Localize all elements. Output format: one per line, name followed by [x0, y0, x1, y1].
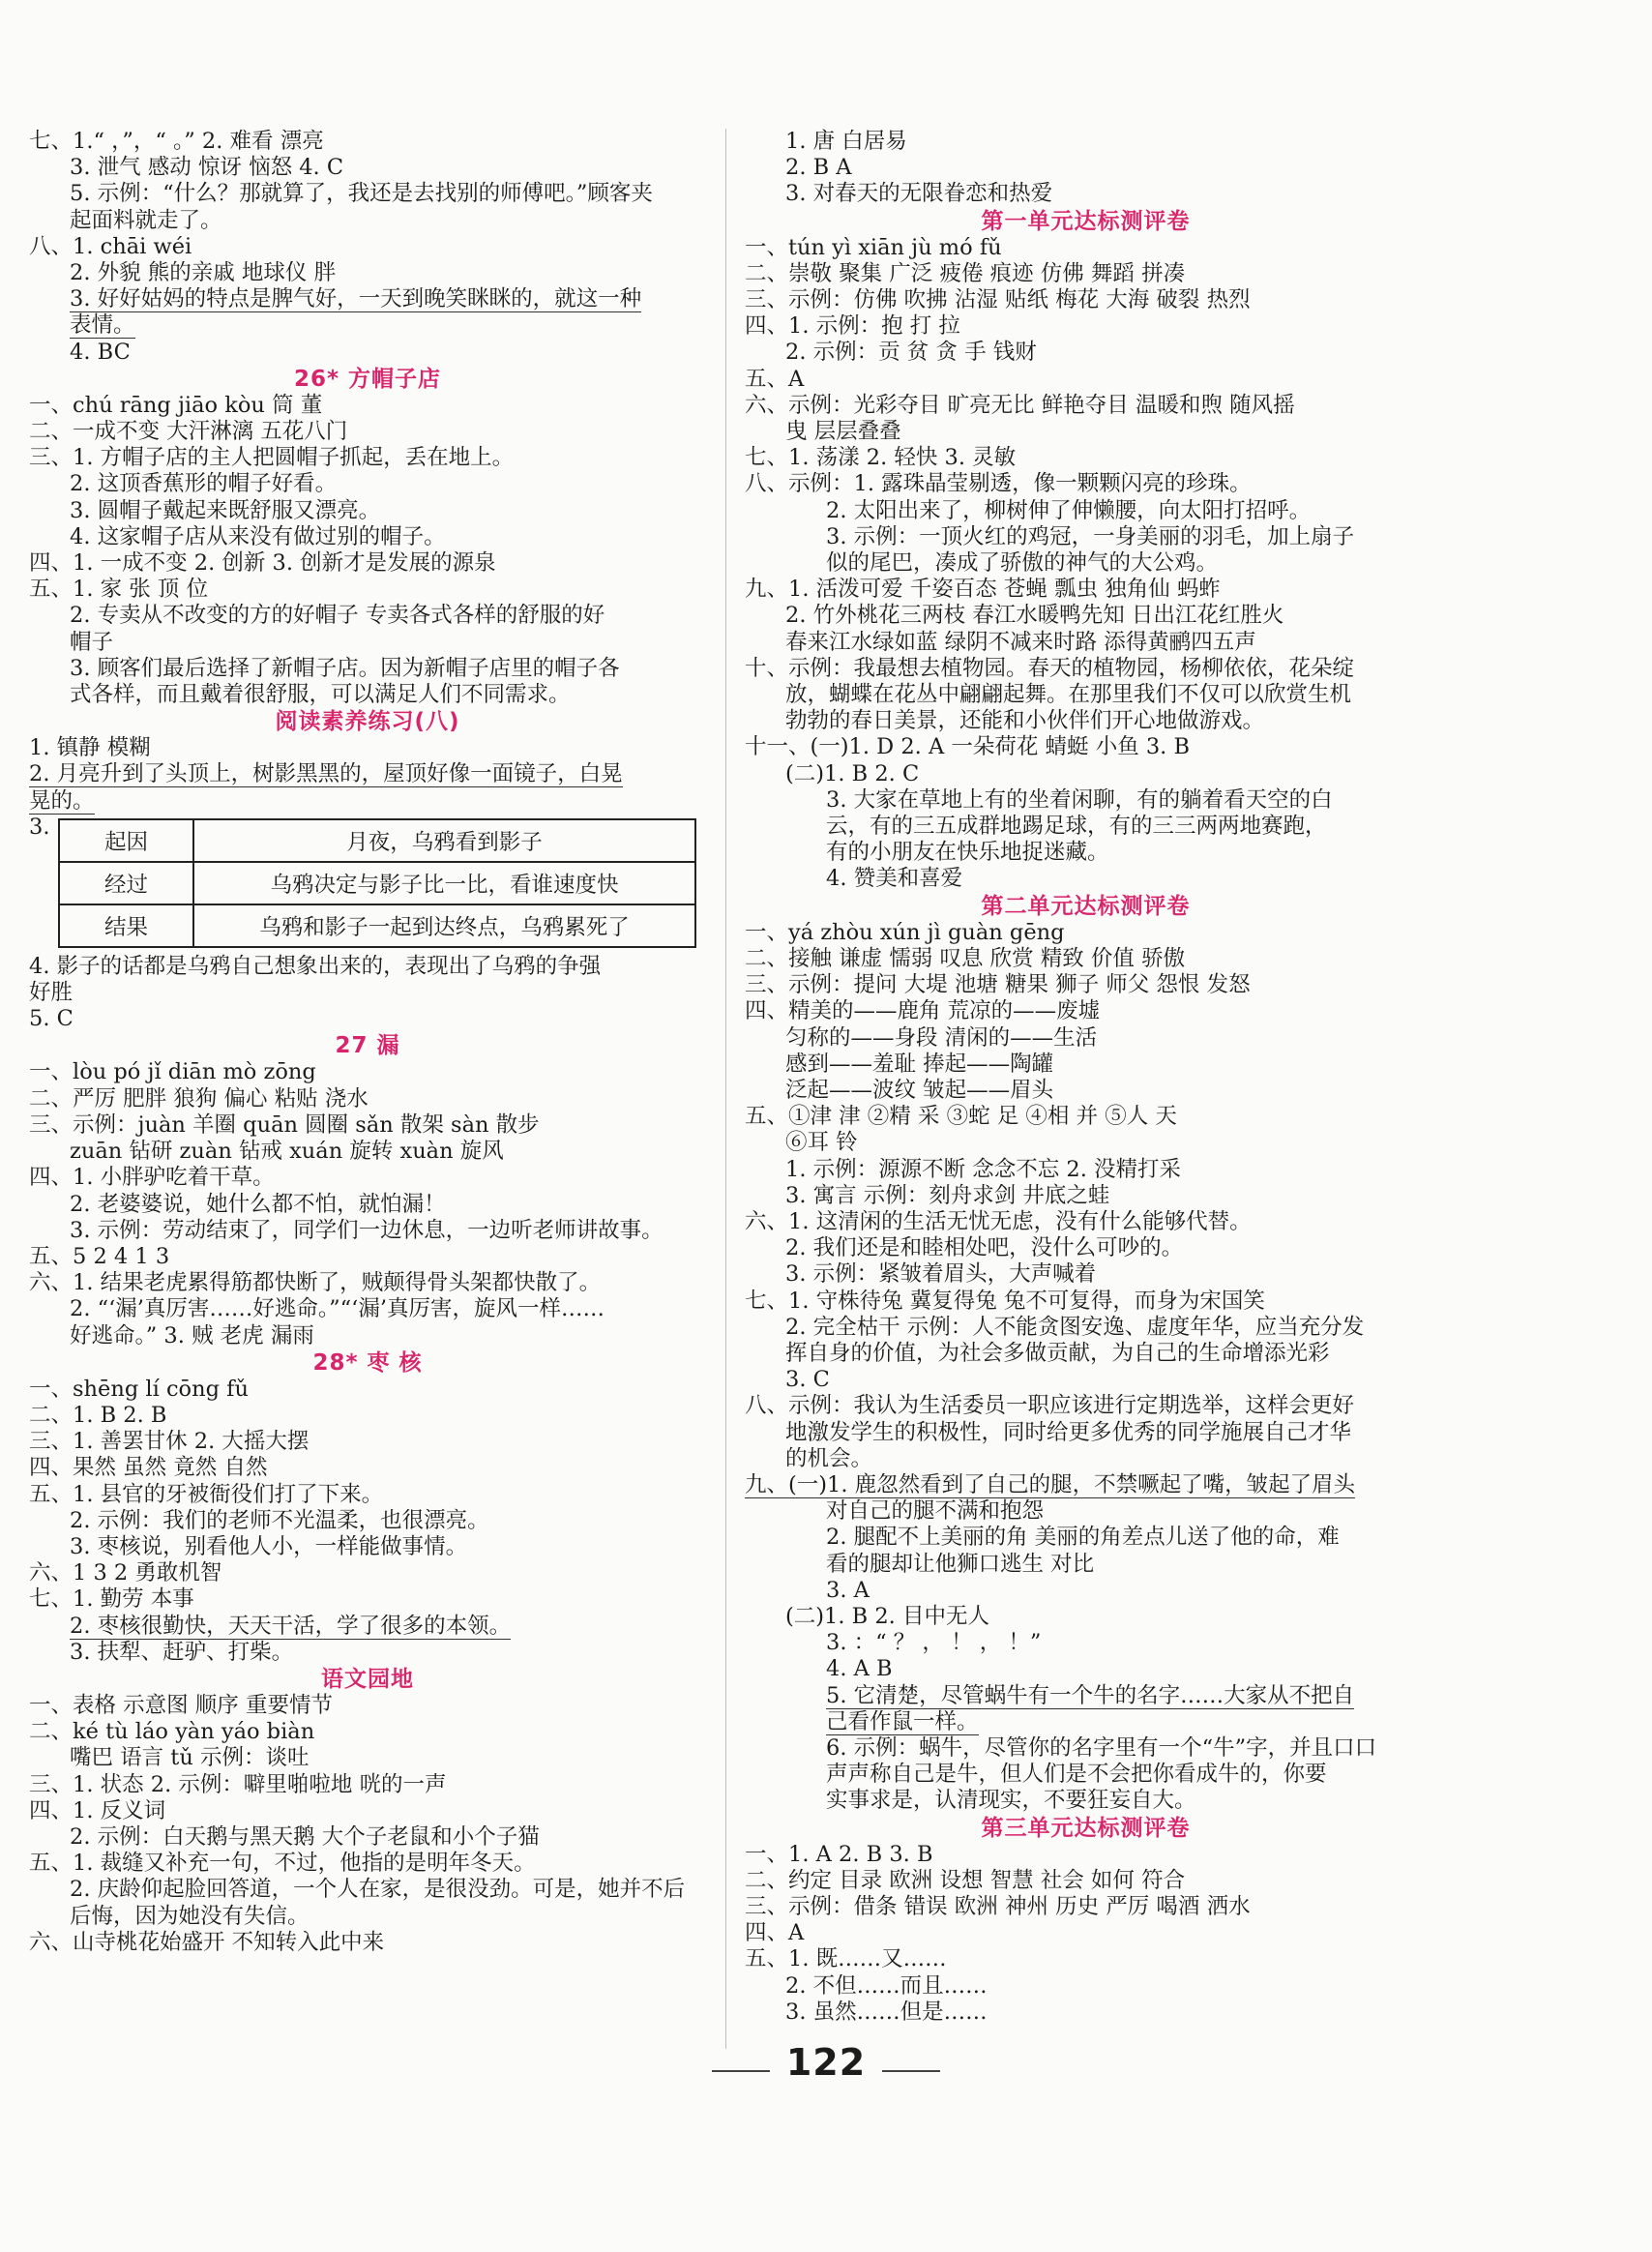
answer-line [29, 1112, 706, 1139]
answer-line [29, 980, 706, 1006]
answer-text: 一、lòu pó jǐ diān mò zōng [29, 1059, 316, 1085]
answer-text: 五、1. 家 张 顶 位 [29, 577, 209, 603]
answer-text: 1. 镇静 模糊 [29, 735, 151, 761]
answer-line [29, 471, 706, 497]
answer-line [745, 340, 1427, 366]
answer-text: 2. 外貌 熊的亲戚 地球仪 胖 [70, 260, 337, 286]
answer-text: 3. A [826, 1577, 870, 1603]
answer-line [745, 630, 1427, 656]
answer-text: 六、1 3 2 勇敢机智 [29, 1560, 222, 1586]
answer-line [29, 1192, 706, 1218]
answer-line [745, 1552, 1427, 1578]
answer-text: 2. 完全枯干 示例：人不能贪图安逸、虚度年华，应当充分发 [785, 1314, 1365, 1340]
answer-line [29, 1693, 706, 1719]
answer-line [745, 866, 1427, 892]
answer-line [29, 1824, 706, 1851]
answer-text: 2. 庆龄仰起脸回答道，一个人在家，是很没劲。可是，她并不后 [70, 1877, 686, 1903]
answer-text: 似的尾巴，凑成了骄傲的神气的大公鸡。 [826, 550, 1219, 577]
answer-text: 八、1. chāi wéi [29, 233, 192, 259]
answer-line [745, 287, 1427, 313]
answer-text: 十、示例：我最想去植物园。春天的植物园，杨柳依依，花朵绽 [745, 655, 1355, 681]
answer-line [745, 1209, 1427, 1235]
answer-line [745, 1498, 1427, 1525]
answer-line [745, 1446, 1427, 1472]
answer-line [745, 1525, 1427, 1551]
answer-text: 表情。 [70, 312, 135, 339]
answer-text: 3. 扶犁、赶驴、打柴。 [70, 1639, 294, 1665]
answer-text: 好胜 [29, 980, 74, 1006]
section-title: 第二单元达标测评卷 [981, 893, 1191, 919]
section-title: 28* 枣 核 [312, 1349, 423, 1376]
answer-text: 春来江水绿如蓝 绿阴不减来时路 添得黄鹂四五声 [785, 629, 1256, 655]
answer-text: 二、接触 谦虚 懦弱 叹息 欣赏 精致 价值 骄傲 [745, 945, 1186, 971]
answer-text: 五、5 2 4 1 3 [29, 1243, 170, 1269]
answer-line [29, 1877, 706, 1903]
answer-line [29, 1534, 706, 1560]
answer-text: (二)1. B 2. C [785, 760, 920, 786]
table-row-value: 月夜，乌鸦看到影子 [193, 819, 695, 862]
table-row-value: 乌鸦和影子一起到达终点，乌鸦累死了 [193, 904, 695, 947]
answer-text: 四、A [745, 1920, 805, 1946]
answer-text: 二、约定 目录 欧洲 设想 智慧 社会 如何 符合 [745, 1867, 1186, 1893]
answer-text: 二、崇敬 聚集 广泛 疲倦 痕迹 仿佛 舞蹈 拼凑 [745, 260, 1186, 286]
answer-text: 嘴巴 语言 tǔ 示例：谈吐 [70, 1745, 310, 1771]
answer-text: 4. BC [70, 339, 131, 365]
answer-text: 2. 我们还是和睦相处吧，没什么可吵的。 [785, 1235, 1184, 1261]
right-answer-column [745, 129, 1427, 2026]
answer-line [745, 1315, 1427, 1341]
answer-text: 五、1. 县官的牙被衙役们打了下来。 [29, 1481, 384, 1507]
answer-text: 1. 唐 白居易 [785, 129, 907, 154]
answer-line [745, 1762, 1427, 1788]
answer-text: 三、1. 方帽子店的主人把圆帽子抓起，丢在地上。 [29, 445, 515, 471]
answer-text: 曳 层层叠叠 [785, 419, 901, 445]
answer-text: 九、1. 活泼可爱 千姿百态 苍蝇 瓢虫 独角仙 蚂蚱 [745, 577, 1221, 603]
answer-text: 5. 示例：“什么？那就算了，我还是去找别的师傅吧。”顾客夹 [70, 181, 653, 207]
answer-line [29, 419, 706, 445]
answer-text: 一、yá zhòu xún jì guàn gēng [745, 919, 1065, 945]
answer-line [745, 1341, 1427, 1367]
answer-text: 3. 对春天的无限眷恋和热爱 [785, 181, 1053, 207]
answer-line [29, 1403, 706, 1429]
table-row-label: 结果 [59, 904, 193, 947]
answer-line [29, 1904, 706, 1930]
answer-line [745, 1261, 1427, 1288]
answer-text: 四、1. 反义词 [29, 1797, 166, 1823]
answer-text: 好逃命。” 3. 贼 老虎 漏雨 [70, 1322, 314, 1348]
answer-line [745, 761, 1427, 787]
answer-line [29, 393, 706, 419]
answer-text: 帽子 [70, 629, 114, 655]
answer-line [745, 1656, 1427, 1682]
answer-text: 四、1. 示例：抱 打 拉 [745, 313, 960, 340]
answer-text: 六、示例：光彩夺目 旷亮无比 鲜艳夺目 温暖和煦 随风摇 [745, 392, 1295, 418]
answer-line [29, 1244, 706, 1270]
answer-text: 七、1. 守株待兔 冀复得兔 兔不可复得，而身为宋国笑 [745, 1288, 1265, 1314]
answer-text: 放，蝴蝶在花丛中翩翩起舞。在那里我们不仅可以欣赏生机 [785, 682, 1352, 708]
answer-text: 挥自身的价值，为社会多做贡献，为自己的生命增添光彩 [785, 1340, 1330, 1366]
answer-line [745, 972, 1427, 998]
answer-line [29, 1614, 706, 1640]
answer-text: zuān 钻研 zuàn 钻戒 xuán 旋转 xuàn 旋风 [70, 1139, 504, 1165]
answer-line [745, 1920, 1427, 1946]
answer-text: 3. 示例：一顶火红的鸡冠，一身美丽的羽毛，加上扇子 [826, 523, 1355, 549]
answer-line [29, 550, 706, 577]
answer-line [29, 1429, 706, 1455]
answer-text: 3. 大家在草地上有的坐着闲聊，有的躺着看天空的白 [826, 786, 1333, 813]
answer-line [29, 1508, 706, 1534]
answer-line [745, 840, 1427, 866]
answer-text: 4. 赞美和喜爱 [826, 866, 963, 892]
answer-line [29, 524, 706, 550]
answer-line [745, 1683, 1427, 1709]
answer-text: 七、1. 勤劳 本事 [29, 1586, 194, 1613]
story-structure-block: 3. 起因 月夜，乌鸦看到影子 经过 乌鸦决定与影子比一比，看谁速度快 结果 乌鸦和影子一起到达终点，乌鸦累死了 [29, 815, 706, 948]
answer-line [745, 1946, 1427, 1972]
answer-text: 2. 示例：我们的老师不光温柔，也很漂亮。 [70, 1507, 489, 1533]
answer-line [745, 1472, 1427, 1498]
answer-text: 四、果然 虽然 竟然 自然 [29, 1455, 268, 1481]
answer-line [29, 1139, 706, 1165]
answer-line [29, 954, 706, 980]
answer-text: 起面料就走了。 [70, 207, 222, 233]
answer-line [29, 656, 706, 682]
answer-line [745, 1393, 1427, 1419]
table-row [59, 904, 695, 947]
answer-text: 2. 竹外桃花三两枝 春江水暖鸭先知 日出江花红胜火 [785, 603, 1284, 629]
answer-line [745, 1842, 1427, 1868]
page-number: 122 [785, 2041, 867, 2084]
answer-text: 一、shēng lí cōng fǔ [29, 1376, 249, 1402]
answer-line [745, 445, 1427, 471]
story-structure-table [58, 818, 696, 948]
answer-line [745, 498, 1427, 524]
answer-line [745, 1578, 1427, 1604]
answer-text: 2. 不但……而且…… [785, 1972, 988, 1999]
answer-line [745, 1130, 1427, 1156]
section-title: 第三单元达标测评卷 [981, 1815, 1191, 1841]
answer-text: 2. 老婆婆说，她什么都不怕，就怕漏！ [70, 1191, 446, 1217]
answer-text: 4. A B [826, 1656, 893, 1682]
answer-text: 3. 枣核说，别看他人小，一样能做事情。 [70, 1533, 468, 1559]
answer-text: 一、表格 示意图 顺序 重要情节 [29, 1692, 333, 1718]
answer-line [745, 1235, 1427, 1261]
answer-text: 三、示例：仿佛 吹拂 沾湿 贴纸 梅花 大海 破裂 热烈 [745, 287, 1251, 313]
answer-line [29, 1482, 706, 1508]
table-row-value: 乌鸦决定与影子比一比，看谁速度快 [193, 862, 695, 904]
answer-text: 2. 专卖从不改变的方的好帽子 专卖各式各样的舒服的好 [70, 603, 605, 629]
answer-line [29, 1851, 706, 1877]
answer-line [745, 550, 1427, 577]
answer-text: 感到——羞耻 捧起——陶罐 [785, 1051, 1054, 1077]
answer-line [745, 1052, 1427, 1078]
answer-line [745, 1289, 1427, 1315]
answer-text: 四、1. 小胖驴吃着干草。 [29, 1165, 275, 1191]
section-title: 阅读素养练习(八) [275, 709, 460, 735]
answer-text: 三、示例：借条 错误 欧洲 神州 历史 严厉 喝酒 洒水 [745, 1894, 1251, 1919]
answer-line [29, 1377, 706, 1403]
answer-line [745, 1604, 1427, 1630]
answer-text: 地激发学生的积极性，同时给更多优秀的同学施展自己才华 [785, 1419, 1352, 1445]
answer-line [745, 2000, 1427, 2026]
answer-text: 一、tún yì xiān jù mó fǔ [745, 234, 1002, 260]
answer-line [29, 155, 706, 181]
answer-line [745, 577, 1427, 603]
answer-text: 2. 示例：白天鹅与黑天鹅 大个子老鼠和小个子猫 [70, 1823, 540, 1850]
answer-line [745, 261, 1427, 287]
section-title: 26* 方帽子店 [293, 366, 442, 392]
answer-text: 看的腿却让他狮口逃生 对比 [826, 1551, 1095, 1577]
answer-line [745, 471, 1427, 497]
answer-text: 二、ké tù láo yàn yáo biàn [29, 1719, 315, 1745]
answer-text: 三、示例：juàn 羊圈 quān 圆圈 sǎn 散架 sàn 散步 [29, 1111, 540, 1138]
answer-text: 泛起——波纹 皱起——眉头 [785, 1077, 1054, 1103]
answer-line [29, 234, 706, 260]
answer-text: 式各样，而且戴着很舒服，可以满足人们不同需求。 [70, 682, 571, 708]
answer-text: 2. 月亮升到了头顶上，树影黑黑的，屋顶好像一面镜子，白晃 [29, 761, 623, 787]
table-row-label: 经过 [59, 862, 193, 904]
answer-text: 1. 示例：源源不断 念念不忘 2. 没精打采 [785, 1156, 1182, 1182]
answer-text: 3. 圆帽子戴起来既舒服又漂亮。 [70, 497, 381, 523]
answer-line [745, 419, 1427, 445]
answer-text: 3. 好好姑妈的特点是脾气好，一天到晚笑眯眯的，就这一种 [70, 286, 642, 312]
answer-line [29, 1218, 706, 1244]
answer-line [29, 1719, 706, 1745]
answer-text: 二、1. B 2. B [29, 1402, 167, 1428]
answer-line [745, 1735, 1427, 1762]
answer-text: 六、山寺桃花始盛开 不知转入此中来 [29, 1929, 385, 1955]
answer-line [29, 788, 706, 815]
answer-line [745, 787, 1427, 814]
section-title: 语文园地 [321, 1666, 414, 1692]
answer-text: 云，有的三五成群地踢足球，有的三三两两地赛跑， [826, 814, 1327, 840]
answer-text: 3. ：“ ？ ， ！ ， ！” [826, 1630, 1042, 1656]
answer-text: 五、①津 津 ②精 采 ③蛇 足 ④相 并 ⑤人 天 [745, 1104, 1177, 1130]
answer-line [29, 1059, 706, 1085]
answer-text: 匀称的——身段 清闲的——生活 [785, 1024, 1098, 1051]
answer-line [745, 1973, 1427, 2000]
answer-text: 3. 虽然……但是…… [785, 1999, 988, 2025]
answer-line [29, 129, 706, 155]
answer-line [29, 181, 706, 207]
answer-text: ⑥耳 铃 [785, 1130, 858, 1156]
answer-line [745, 1788, 1427, 1814]
answer-line [745, 656, 1427, 682]
answer-line [29, 1323, 706, 1349]
answer-text: 2. “‘漏’真厉害……好逃命。”“‘漏’真厉害，旋风一样…… [70, 1296, 605, 1322]
answer-text: 七、1.“ ，”，“ 。” 2. 难看 漂亮 [29, 129, 324, 154]
answer-text: 九、(一)1. 鹿忽然看到了自己的腿，不禁噘起了嘴，皱起了眉头 [745, 1471, 1356, 1497]
answer-text: 二、严厉 肥胖 狼狗 偏心 粘贴 浇水 [29, 1085, 369, 1111]
answer-line [745, 1183, 1427, 1209]
answer-line [29, 1798, 706, 1824]
answer-text: 6. 示例：蜗牛，尽管你的名字里有一个“牛”字，并且口口 [826, 1734, 1377, 1761]
table-row [59, 819, 695, 862]
answer-text: 六、1. 结果老虎累得筋都快断了，贼颠得骨头架都快散了。 [29, 1270, 602, 1296]
answer-text: 3. C [785, 1367, 830, 1393]
answer-text: 一、chú rāng jiāo kòu 筒 董 [29, 392, 323, 418]
answer-line [745, 603, 1427, 629]
answer-text: 有的小朋友在快乐地捉迷藏。 [826, 840, 1109, 866]
answer-text: 3. 顾客们最后选择了新帽子店。因为新帽子店里的帽子各 [70, 655, 620, 681]
answer-line [29, 1086, 706, 1112]
answer-line [29, 1930, 706, 1956]
table-row-label: 起因 [59, 819, 193, 862]
answer-text: 五、1. 既……又…… [745, 1946, 947, 1972]
answer-line [29, 735, 706, 761]
answer-text: 4. 这家帽子店从来没有做过别的帽子。 [70, 523, 446, 549]
answer-text: 3. 泄气 感动 惊讶 恼怒 4. C [70, 155, 344, 181]
table-row [59, 862, 695, 904]
footer-dash-left [712, 2070, 770, 2072]
answer-line [29, 1772, 706, 1798]
answer-line [745, 393, 1427, 419]
answer-text: (二)1. B 2. 目中无人 [785, 1603, 989, 1629]
answer-text: 实事求是，认清现实，不要狂妄自大。 [826, 1788, 1196, 1814]
page-footer [0, 2041, 1652, 2084]
answer-line [745, 1104, 1427, 1130]
answer-line [29, 1586, 706, 1613]
answer-text: 五、1. 裁缝又补充一句，不过，他指的是明年冬天。 [29, 1851, 536, 1877]
answer-line [29, 208, 706, 234]
section-title: 第一单元达标测评卷 [981, 208, 1191, 234]
answer-line [29, 340, 706, 366]
answer-line [745, 1367, 1427, 1393]
answer-line [745, 1078, 1427, 1104]
answer-text: 3. 示例：紧皱着眉头，大声喊着 [785, 1261, 1097, 1288]
answer-line [745, 181, 1427, 207]
answer-line [745, 155, 1427, 181]
answer-text: 2. B A [785, 155, 852, 181]
answer-line [29, 1745, 706, 1771]
answer-line [29, 1455, 706, 1481]
answer-text: 声声称自己是牛，但人们是不会把你看成牛的，你要 [826, 1762, 1327, 1788]
answer-line [745, 1868, 1427, 1894]
answer-text: 对自己的腿不满和抱怨 [826, 1498, 1045, 1525]
answer-line [745, 129, 1427, 155]
answer-line [29, 1640, 706, 1666]
answer-line [745, 1420, 1427, 1446]
answer-text: 七、1. 荡漾 2. 轻快 3. 灵敏 [745, 445, 1017, 471]
answer-line [745, 708, 1427, 734]
answer-text: 2. 枣核很勤快，天天干活，学了很多的本领。 [70, 1613, 512, 1639]
answer-line [745, 814, 1427, 840]
answer-text: 六、1. 这清闲的生活无忧无虑，没有什么能够代替。 [745, 1208, 1252, 1234]
answer-line [29, 603, 706, 629]
footer-dash-right [882, 2070, 940, 2072]
answer-line [29, 498, 706, 524]
answer-line [29, 1006, 706, 1032]
answer-text: 三、1. 善罢甘休 2. 大摇大摆 [29, 1429, 310, 1455]
answer-line [29, 761, 706, 787]
answer-line [745, 920, 1427, 946]
answer-text: 2. 腿配不上美丽的角 美丽的角差点儿送了他的命，难 [826, 1525, 1340, 1551]
answer-line [29, 445, 706, 471]
answer-line [745, 1894, 1427, 1920]
answer-line [29, 1560, 706, 1586]
answer-line [745, 367, 1427, 393]
answer-text: 5. C [29, 1006, 74, 1032]
answer-line [745, 1157, 1427, 1183]
answer-line [745, 524, 1427, 550]
left-answer-column [29, 129, 706, 1956]
section-title: 27 漏 [335, 1033, 400, 1059]
answer-line [29, 286, 706, 312]
answer-line [29, 630, 706, 656]
answer-text: 一、1. A 2. B 3. B [745, 1841, 933, 1867]
answer-line [745, 235, 1427, 261]
answer-text: 的机会。 [785, 1445, 873, 1471]
answer-line [745, 1630, 1427, 1656]
answer-line [745, 682, 1427, 708]
answer-text: 三、1. 状态 2. 示例：噼里啪啦地 咣的一声 [29, 1771, 447, 1797]
answer-text: 己看作鼠一样。 [826, 1708, 979, 1734]
answer-line [745, 1709, 1427, 1735]
answer-text: 三、示例：提问 大堤 池塘 糖果 狮子 师父 怨恨 发怒 [745, 972, 1251, 998]
answer-text: 3. 示例：劳动结束了，同学们一边休息，一边听老师讲故事。 [70, 1217, 664, 1243]
answer-text: 2. 示例：贡 贫 贪 手 钱财 [785, 340, 1037, 366]
answer-text: 晃的。 [29, 787, 95, 814]
answer-text: 3. 寓言 示例：刻舟求剑 井底之蛙 [785, 1182, 1110, 1208]
answer-text: 八、示例：1. 露珠晶莹剔透，像一颗颗闪亮的珍珠。 [745, 471, 1252, 497]
answer-line [29, 1165, 706, 1191]
answer-line [29, 1270, 706, 1296]
answer-text: 后悔，因为她没有失信。 [70, 1903, 310, 1929]
answer-text: 四、1. 一成不变 2. 创新 3. 创新才是发展的源泉 [29, 550, 496, 577]
answer-text: 十一、(一)1. D 2. A 一朵荷花 蜻蜓 小鱼 3. B [745, 734, 1190, 760]
answer-text: 4. 影子的话都是乌鸦自己想象出来的，表现出了乌鸦的争强 [29, 953, 602, 979]
answer-text: 五、A [745, 366, 805, 392]
answer-line [745, 313, 1427, 340]
answer-line [745, 998, 1427, 1024]
answer-text: 四、精美的——鹿角 荒凉的——废墟 [745, 998, 1101, 1024]
answer-text: 勃勃的春日美景，还能和小伙伴们开心地做游戏。 [785, 708, 1265, 734]
answer-line [745, 734, 1427, 760]
answer-text: 2. 太阳出来了，柳树伸了伸懒腰，向太阳打招呼。 [826, 497, 1312, 523]
answer-line [29, 577, 706, 603]
answer-line [745, 946, 1427, 972]
answer-text: 2. 这顶香蕉形的帽子好看。 [70, 471, 338, 497]
answer-line [29, 312, 706, 339]
answer-line [29, 260, 706, 286]
answer-line [29, 1296, 706, 1322]
column-divider [725, 129, 726, 2049]
answer-line [745, 1025, 1427, 1052]
answer-text: 二、一成不变 大汗淋漓 五花八门 [29, 419, 348, 445]
answer-text: 八、示例：我认为生活委员一职应该进行定期选举，这样会更好 [745, 1393, 1355, 1419]
answer-line [29, 682, 706, 708]
answer-text: 5. 它清楚，尽管蜗牛有一个牛的名字……大家从不把自 [826, 1682, 1355, 1708]
